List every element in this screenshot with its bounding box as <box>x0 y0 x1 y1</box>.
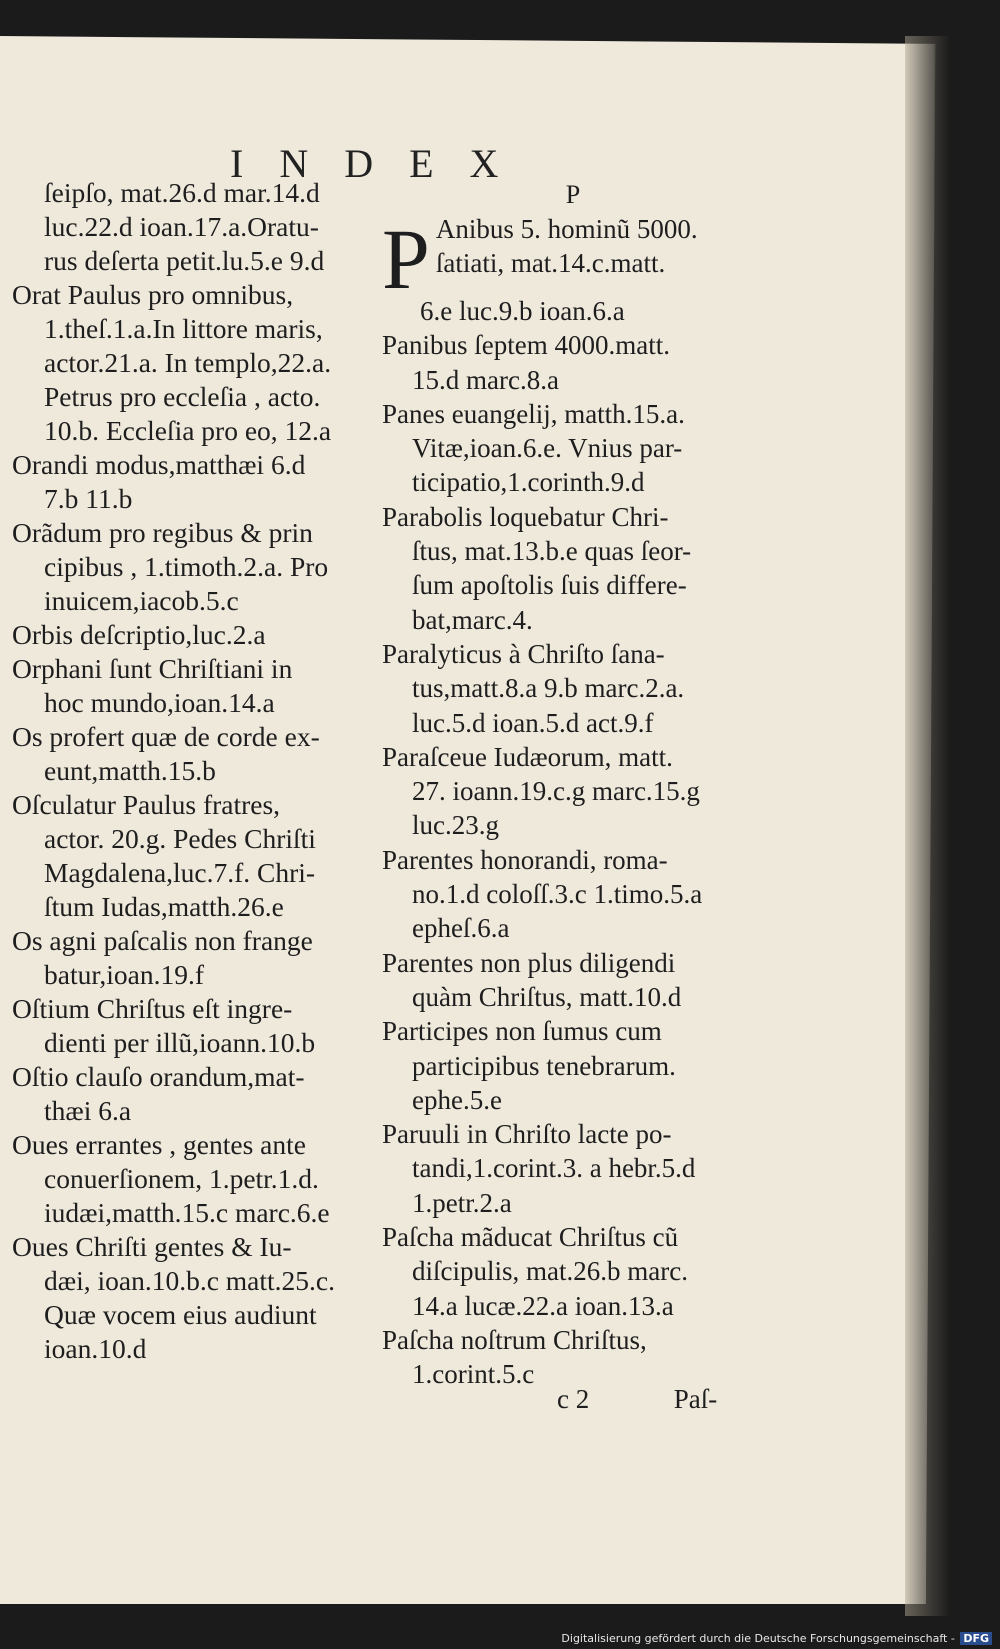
index-entry <box>12 176 377 278</box>
entry-line: cipibus , 1.timoth.2.a. Pro <box>44 551 329 582</box>
entry-line: diſcipulis, mat.26.b marc. <box>412 1256 688 1287</box>
entry-line: actor.21.a. In templo,22.a. <box>44 347 332 378</box>
entry-line: Petrus pro eccleſia , acto. <box>44 381 321 412</box>
page-header: INDEX <box>230 141 535 186</box>
entry-line: Quæ vocem eius audiunt <box>44 1299 317 1330</box>
index-entry <box>382 1220 764 1323</box>
index-entry <box>12 992 377 1060</box>
entry-line: 14.a lucæ.22.a ioan.13.a <box>412 1290 674 1321</box>
entry-line: Paralyticus à Chriſto ſana- <box>382 638 665 669</box>
index-entry <box>382 328 764 397</box>
index-entry <box>12 516 377 618</box>
entry-line: tus,matt.8.a 9.b marc.2.a. <box>412 673 685 704</box>
entry-line: bat,marc.4. <box>412 604 533 635</box>
digitization-credit <box>561 1632 992 1645</box>
entry-line: Orãdum pro regibus & prin <box>12 517 313 548</box>
entry-line: epheſ.6.a <box>412 913 510 944</box>
entry-line: Orandi modus,matthæi 6.d <box>12 449 306 480</box>
index-entry <box>12 1128 377 1230</box>
catchword: Paſ- <box>673 1384 718 1414</box>
entry-line: hoc mundo,ioan.14.a <box>44 687 275 718</box>
entry-line: luc.22.d ioan.17.a.Oratu- <box>44 211 319 242</box>
entry-line: participibus tenebrarum. <box>412 1050 676 1081</box>
page-edge-shadow <box>905 36 950 1616</box>
entry-line: Anibus 5. hominũ 5000. <box>435 214 698 244</box>
entry-line: 6.e luc.9.b ioan.6.a <box>420 296 625 326</box>
entry-line: Os profert quæ de corde ex- <box>12 721 320 752</box>
entry-line: 1.corint.5.c <box>412 1359 535 1390</box>
entry-line: iudæi,matth.15.c marc.6.e <box>44 1197 330 1228</box>
index-entry <box>382 500 764 637</box>
entry-line: Magdalena,luc.7.f. Chri- <box>44 857 316 888</box>
entry-line: ſtum Iudas,matth.26.e <box>44 891 284 922</box>
index-entry <box>382 946 764 1015</box>
entry-line: 1.theſ.1.a.In littore maris, <box>44 313 323 344</box>
entry-line: Paſcha mãducat Chriſtus cũ <box>382 1222 679 1253</box>
entry-line: rus deſerta petit.lu.5.e 9.d <box>44 245 325 276</box>
entry-line: ephe.5.e <box>412 1084 502 1115</box>
index-entry <box>382 843 764 946</box>
entry-line: inuicem,iacob.5.c <box>44 585 239 616</box>
entry-line: 10.b. Eccleſia pro eo, 12.a <box>44 415 332 446</box>
index-entry <box>12 618 377 652</box>
index-entry <box>382 637 764 740</box>
entry-line: Paruuli in Chriſto lacte po- <box>382 1119 672 1150</box>
entry-line: Parentes non plus diligendi <box>382 947 676 978</box>
index-entry <box>12 1060 377 1128</box>
entry-line: ſatiati, mat.14.c.matt. <box>435 248 666 279</box>
index-entry <box>12 1230 377 1366</box>
drop-cap: P <box>382 211 430 307</box>
index-entry <box>382 740 764 843</box>
credit-text: Digitalisierung gefördert durch die Deutsche Forschungsgemeinschaft - <box>561 1632 955 1645</box>
entry-line: Parabolis loquebatur Chri- <box>382 501 669 532</box>
entry-line: 7.b 11.b <box>44 483 133 514</box>
entry-line: ſeipſo, mat.26.d mar.14.d <box>44 177 320 208</box>
entry-line: luc.23.g <box>412 810 499 841</box>
entry-line: Orat Paulus pro omnibus, <box>12 279 294 310</box>
index-entry <box>12 448 377 516</box>
entry-line: Panes euangelij, matth.15.a. <box>382 398 685 429</box>
entry-line: batur,ioan.19.f <box>44 959 205 990</box>
signature-mark: c 2 <box>557 1384 590 1414</box>
entry-line: Orphani ſunt Chriſtiani in <box>12 653 293 684</box>
entry-line: Oſtio clauſo orandum,mat- <box>12 1061 305 1092</box>
entry-line: thæi 6.a <box>44 1095 132 1126</box>
index-entry <box>382 1117 764 1220</box>
entry-line: Parentes honorandi, roma- <box>382 844 668 875</box>
entry-line: Oſculatur Paulus fratres, <box>12 789 281 820</box>
index-entry <box>12 652 377 720</box>
entry-line: Orbis deſcriptio,luc.2.a <box>12 619 266 650</box>
index-entry <box>12 720 377 788</box>
entry-line: dienti per illũ,ioann.10.b <box>44 1027 316 1058</box>
right-column <box>382 180 764 1392</box>
index-entry <box>12 924 377 992</box>
entry-line: Oues Chriſti gentes & Iu- <box>12 1231 292 1262</box>
entry-line: conuerſionem, 1.petr.1.d. <box>44 1163 319 1194</box>
entry-line: 27. ioann.19.c.g marc.15.g <box>412 776 700 807</box>
index-entry <box>12 278 377 448</box>
entry-line: tandi,1.corint.3. a hebr.5.d <box>412 1153 696 1184</box>
page-footer <box>557 1384 777 1415</box>
entry-line: Panibus ſeptem 4000.matt. <box>382 330 670 361</box>
dfg-logo: DFG <box>960 1632 992 1645</box>
entry-line: 1.petr.2.a <box>412 1187 512 1218</box>
left-column <box>12 176 377 1366</box>
section-letter: P <box>565 180 581 209</box>
entry-line: ſtus, mat.13.b.e quas ſeor- <box>412 536 692 567</box>
entry-line: Paraſceue Iudæorum, matt. <box>382 741 673 772</box>
entry-line: Participes non ſumus cum <box>382 1016 662 1047</box>
entry-line: dæi, ioan.10.b.c matt.25.c. <box>44 1265 335 1296</box>
entry-line: quàm Chriſtus, matt.10.d <box>412 981 682 1012</box>
index-entry <box>12 788 377 924</box>
index-entry <box>382 397 764 500</box>
entry-line: Paſcha noſtrum Chriſtus, <box>382 1324 647 1355</box>
entry-line: no.1.d coloſſ.3.c 1.timo.5.a <box>412 879 703 910</box>
entry-line: Oſtium Chriſtus eſt ingre- <box>12 993 293 1024</box>
index-entry <box>382 1014 764 1117</box>
entry-line: Oues errantes , gentes ante <box>12 1129 306 1160</box>
entry-line: ſum apoſtolis ſuis differe- <box>412 570 687 601</box>
index-entry <box>382 212 764 328</box>
entry-line: Os agni paſcalis non frange <box>12 925 313 956</box>
entry-line: ticipatio,1.corinth.9.d <box>412 467 645 498</box>
entry-line: 15.d marc.8.a <box>412 364 559 395</box>
entry-line: eunt,matth.15.b <box>44 755 216 786</box>
entry-line: luc.5.d ioan.5.d act.9.f <box>412 707 654 738</box>
entry-line: Vitæ,ioan.6.e. Vnius par- <box>412 433 683 464</box>
index-entry <box>382 1323 764 1392</box>
entry-line: actor. 20.g. Pedes Chriſti <box>44 823 316 854</box>
entry-line: ioan.10.d <box>44 1333 147 1364</box>
